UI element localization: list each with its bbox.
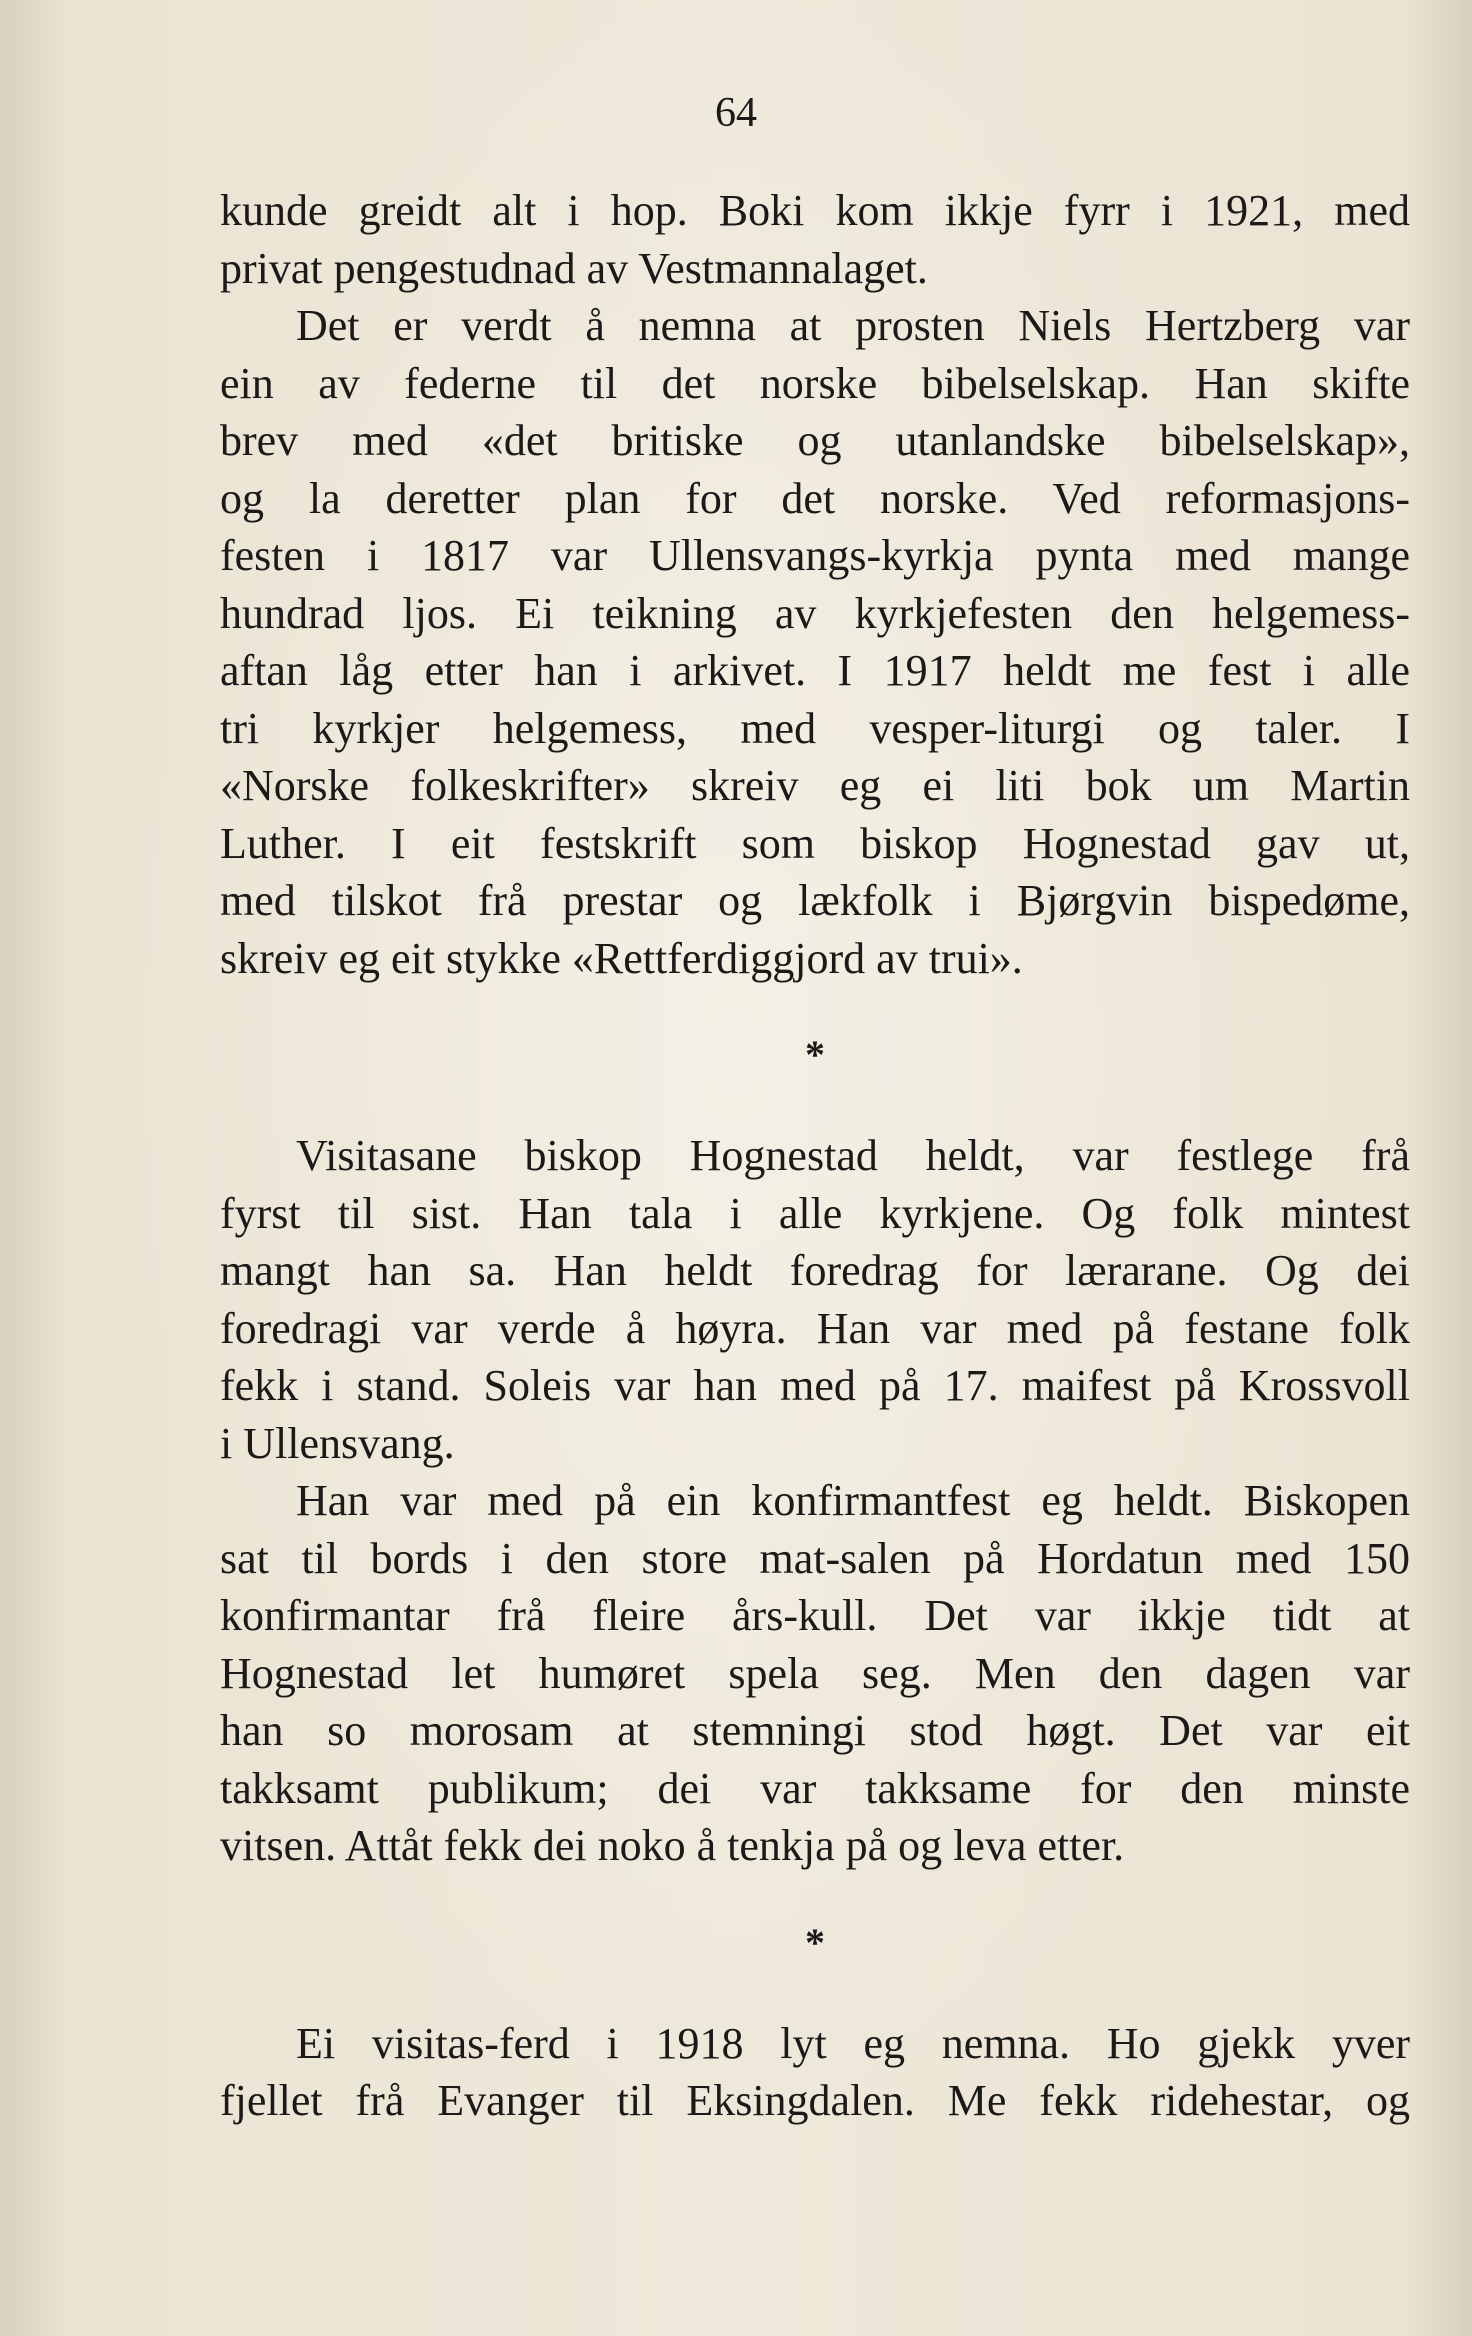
paragraph-bibelselskap [220,297,1410,987]
text-line: hundrad ljos. Ei teikning av kyrkjefesten den helgemess- [220,588,1410,638]
text-line: privat pengestudnad av Vestmannalaget. [220,243,928,293]
text-line: skreiv eg eit stykke «Rettferdiggjord av trui». [220,933,1023,983]
text-line: Det er verdt å nemna at prosten Niels Hertzberg var [296,301,1410,350]
text-line: brev med «det britiske og utanlandske bibelselskap», [220,416,1410,465]
text-line: han so morosam at stemningi stod høgt. Det var eit [220,1706,1410,1755]
text-line: festen i 1817 var Ullensvangs-kyrkja pynta med mange [220,531,1410,580]
paragraph-visitasane [220,1127,1410,1472]
text-line: ein av federne til det norske bibelselskap. Han skifte [220,358,1410,408]
text-line: aftan låg etter han i arkivet. I 1917 heldt me fest i alle [220,646,1410,695]
text-line: Ei visitas-ferd i 1918 lyt eg nemna. Ho gjekk yver [296,2018,1410,2068]
text-line: fjellet frå Evanger til Eksingdalen. Me fekk ridehestar, og [220,2076,1410,2125]
section-separator: * [805,1032,825,1077]
section-separator: * [805,1919,825,1965]
text-line: takksamt publikum; dei var takksame for den minste [220,1763,1410,1813]
text-line: kunde greidt alt i hop. Boki kom ikkje fyrr i 1921, med [220,186,1410,235]
paragraph-visitas-ferd [220,2015,1410,2130]
text-line: sat til bords i den store mat-salen på Hordatun med 150 [220,1533,1410,1583]
paragraph-konfirmantfest [220,1472,1410,1875]
text-line: Visitasane biskop Hognestad heldt, var festlege frå [296,1131,1410,1180]
paragraph-continuation [220,182,1410,297]
text-line: Luther. I eit festskrift som biskop Hognestad gav ut, [220,818,1410,868]
text-line: i Ullensvang. [220,1418,455,1468]
text-line: tri kyrkjer helgemess, med vesper-liturgi og taler. I [220,703,1410,753]
text-line: vitsen. Attåt fekk dei noko å tenkja på og leva etter. [220,1821,1125,1870]
text-line: fekk i stand. Soleis var han med på 17. maifest på Krossvoll [220,1361,1410,1410]
text-line: foredragi var verde å høyra. Han var med på festane folk [220,1303,1410,1353]
body-text [220,182,1410,2130]
text-line: med tilskot frå prestar og lækfolk i Bjørgvin bispedøme, [220,876,1410,925]
text-line: Han var med på ein konfirmantfest eg heldt. Biskopen [296,1476,1410,1525]
text-line: Hognestad let humøret spela seg. Men den dagen var [220,1648,1410,1698]
text-line: konfirmantar frå fleire års-kull. Det var ikkje tidt at [220,1591,1410,1640]
text-line: mangt han sa. Han heldt foredrag for lærarane. Og dei [220,1246,1410,1295]
page-number: 64 [715,90,757,136]
text-line: fyrst til sist. Han tala i alle kyrkjene. Og folk mintest [220,1188,1410,1238]
text-line: «Norske folkeskrifter» skreiv eg ei liti bok um Martin [220,761,1410,810]
text-line: og la deretter plan for det norske. Ved reformasjons- [220,473,1410,523]
